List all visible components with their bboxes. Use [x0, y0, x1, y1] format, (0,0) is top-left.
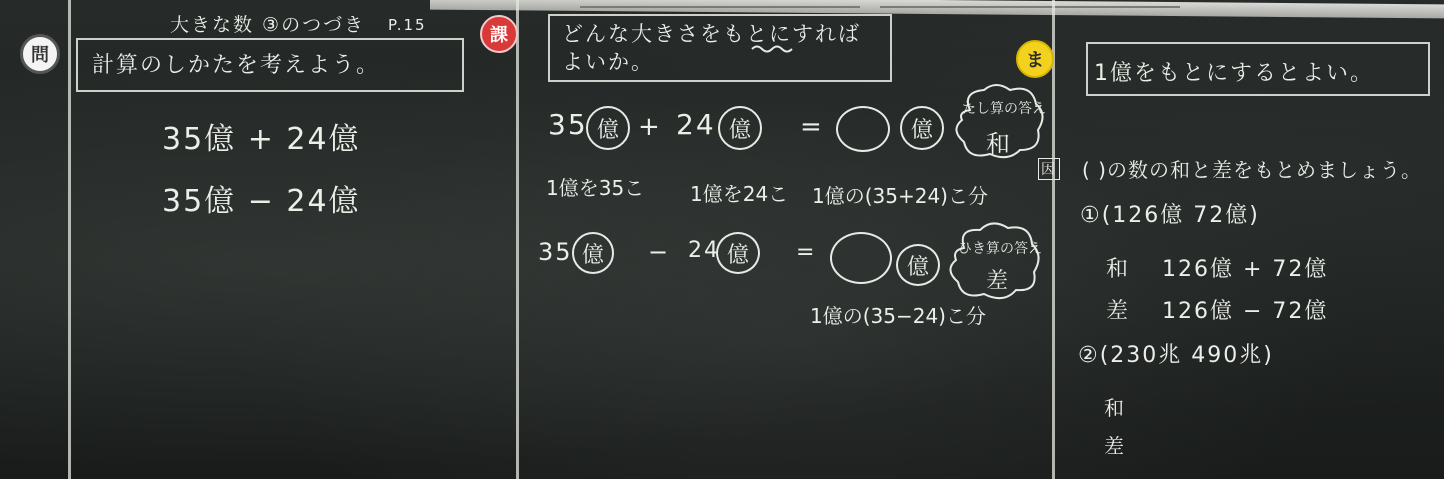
unit-circle: 億	[718, 106, 762, 150]
count-note-b: 1億を24こ	[690, 182, 789, 206]
exercise-2-sum-label: 和	[1104, 396, 1126, 420]
emphasis-wavy-underline	[750, 44, 798, 54]
question-text: 計算のしかたを考えよう。	[92, 53, 381, 78]
question-badge: 問	[20, 34, 60, 74]
minus-sign: −	[648, 238, 671, 266]
expression-add: 35億 + 24億	[162, 122, 361, 157]
subtraction-note-total: 1億の(35−24)こ分	[810, 304, 986, 328]
equals-sign: =	[800, 112, 824, 142]
exercise-2-difference-label: 差	[1104, 434, 1126, 458]
frame-slot-line	[880, 6, 1180, 8]
summary-badge: ま	[1016, 40, 1054, 78]
exercise-1-difference-label: 差	[1106, 299, 1131, 324]
blank-answer-circle	[830, 232, 892, 284]
addition-cloud-label: たし算の答え	[962, 101, 1046, 117]
exercise-2-label: ②(230兆 490兆)	[1078, 343, 1274, 368]
unit-circle: 億	[716, 232, 760, 274]
sub-number-b: 24	[688, 238, 720, 263]
add-number-a: 35	[548, 108, 588, 141]
sum-word: 和	[986, 130, 1012, 158]
sub-number-a: 35	[538, 238, 573, 266]
addition-note-total: 1億の(35+24)こ分	[812, 184, 988, 208]
expression-subtract: 35億 − 24億	[162, 184, 361, 219]
title-note: 大きな数 ③のつづき	[170, 14, 366, 36]
equals-sign: =	[796, 240, 817, 265]
task-badge: 課	[480, 15, 518, 53]
task-line-2: よいか。	[562, 50, 654, 74]
unit-circle: 億	[896, 244, 940, 286]
divider-line	[516, 0, 519, 479]
exercise-1-sum-label: 和	[1106, 257, 1131, 282]
frame-slot-line	[580, 6, 860, 8]
exercise-1-label: ①(126億 72億)	[1080, 203, 1260, 228]
summary-text: 1億をもとにするとよい。	[1094, 61, 1374, 86]
add-number-b: 24	[676, 108, 716, 141]
difference-word: 差	[986, 269, 1011, 294]
exercise-title: ( )の数の和と差をもとめましょう。	[1082, 158, 1422, 182]
subtraction-cloud-label: ひき算の答え	[958, 241, 1042, 257]
count-note-a: 1億を35こ	[546, 176, 645, 200]
divider-line	[68, 0, 71, 479]
small-boxed-mark: 因	[1038, 158, 1060, 180]
exercise-1-difference-expression: 126億 − 72億	[1162, 299, 1329, 324]
blank-answer-circle	[836, 106, 890, 152]
unit-circle: 億	[572, 232, 614, 274]
unit-circle: 億	[586, 106, 630, 150]
exercise-1-sum-expression: 126億 + 72億	[1162, 257, 1329, 282]
page-reference: P.15	[388, 16, 427, 34]
plus-sign: +	[638, 112, 662, 142]
task-line-1: どんな大きさをもとにすれば	[562, 22, 861, 46]
divider-line	[1052, 0, 1055, 479]
unit-circle: 億	[900, 106, 944, 150]
